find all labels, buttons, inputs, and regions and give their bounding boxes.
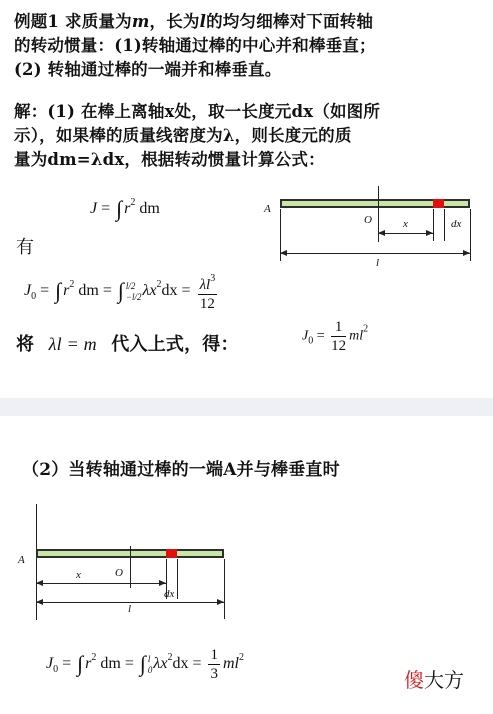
integral-sign: ∫: [77, 651, 84, 677]
center-label: O: [115, 567, 123, 579]
inertia-formula: [90, 196, 160, 222]
watermark-red: 傻: [404, 668, 424, 692]
x-arrow: [378, 233, 433, 234]
length-element: [433, 199, 444, 208]
dx-symbol: dx: [172, 655, 189, 673]
lambda-l: λl: [199, 277, 211, 293]
lambda-l-equals-m: λl = m: [48, 334, 97, 354]
J0-subscript: 0: [308, 335, 314, 347]
center-axis-result: [24, 270, 220, 313]
statement-line2: 的转动惯量：(1)转轴通过棒的中心并和棒垂直；: [14, 36, 376, 55]
one-over-12: [331, 318, 346, 355]
J0-subscript: 0: [31, 291, 37, 303]
solution-text: [14, 100, 484, 172]
center-axis-final: [302, 318, 368, 355]
watermark-black: 大方: [424, 668, 464, 692]
equals-sign: =: [40, 282, 50, 300]
dx-label: dx: [164, 588, 175, 600]
element-right-tick: [177, 559, 178, 599]
x-label: x: [403, 218, 408, 230]
integral-limits: [126, 281, 142, 303]
J-symbol: J: [90, 200, 98, 217]
definite-integral-sign: ∫: [139, 651, 146, 677]
point-A-label: A: [264, 203, 271, 215]
exponent: 2: [167, 652, 173, 664]
equals-sign: =: [316, 328, 325, 344]
lambda-x: λx: [142, 282, 157, 300]
jiang-text: 将: [16, 334, 35, 355]
statement-line1b: ，长为: [149, 12, 200, 31]
definite-integral-sign: ∫: [117, 278, 124, 304]
dm-symbol: dm: [139, 200, 160, 217]
lower-limit: 0: [147, 664, 153, 675]
numerator-1: 1: [331, 318, 346, 337]
dx-label: dx: [451, 218, 462, 230]
panel-separator: [0, 398, 493, 416]
statement-line3: (2) 转轴通过棒的一端并和棒垂直。: [14, 60, 282, 79]
dm-symbol: dm: [100, 655, 121, 673]
example-title: 例题1: [14, 12, 60, 31]
x-label: x: [76, 569, 81, 581]
one-over-3: [208, 646, 220, 683]
center-line: [130, 546, 131, 588]
exponent-3: 3: [210, 273, 216, 284]
equals-sign: =: [102, 282, 112, 300]
exponent: 2: [238, 652, 244, 664]
J0-symbol: J: [302, 328, 309, 344]
r-symbol: r: [124, 200, 131, 217]
statement-line1c: 的均匀细棒对下面转轴: [206, 12, 374, 31]
numerator-1: 1: [210, 647, 218, 663]
denominator-12: 12: [331, 338, 347, 354]
ml-symbol: ml: [222, 655, 239, 673]
l-label: l: [376, 257, 380, 269]
J0-subscript: 0: [53, 664, 59, 676]
statement-line1a: 求质量为: [65, 12, 132, 31]
part2-heading: （2）当转轴通过棒的一端A并与棒垂直时: [22, 460, 340, 480]
integral-limits: [148, 654, 153, 676]
lambda-l3-over-12: [198, 270, 218, 313]
J0-symbol: J: [46, 655, 54, 673]
origin-label: O: [364, 214, 372, 226]
equals-sign: =: [101, 200, 111, 217]
you-text: 有: [16, 237, 35, 258]
length-symbol: l: [199, 12, 207, 31]
exponent: 2: [363, 323, 369, 335]
mass-symbol: m: [131, 12, 150, 31]
end-axis-result: [46, 646, 244, 683]
lower-limit: −l/2: [125, 291, 142, 302]
upper-limit: l: [147, 653, 151, 664]
l-label: l: [128, 603, 132, 615]
exponent: 2: [69, 279, 75, 291]
r-symbol: r: [85, 655, 92, 673]
exponent: 2: [91, 652, 97, 664]
watermark: [404, 664, 464, 693]
length-element: [166, 549, 177, 558]
lambda-x: λx: [153, 655, 168, 673]
dm-symbol: dm: [78, 282, 99, 300]
solution-line2: 示），如果棒的质量线密度为λ，则长度元的质: [14, 126, 352, 145]
exponent: 2: [130, 197, 136, 208]
equals-sign: =: [124, 655, 134, 673]
solution-line3: 量为dm=λdx，根据转动惯量计算公式：: [14, 150, 325, 169]
equals-sign: =: [181, 282, 191, 300]
r-symbol: r: [63, 282, 70, 300]
equals-sign: =: [192, 655, 202, 673]
rod-right-tick: [224, 559, 225, 619]
denominator-3: 3: [210, 666, 218, 682]
point-A-label: A: [18, 554, 25, 566]
substitution-line: [16, 332, 486, 357]
example-statement: [14, 10, 484, 82]
J0-symbol: J: [24, 282, 32, 300]
dx-symbol: dx: [161, 282, 178, 300]
equals-sign: =: [62, 655, 72, 673]
solution-line1: 解：(1) 在棒上离轴x处，取一长度元dx（如图所: [14, 102, 381, 121]
denominator-12: 12: [199, 296, 215, 312]
exponent: 2: [156, 279, 162, 291]
ml-symbol: ml: [349, 328, 364, 344]
upper-limit: l/2: [125, 280, 136, 291]
substitute-text: 代入上式，得：: [111, 334, 239, 355]
x-arrow: [36, 583, 166, 584]
integral-sign: ∫: [55, 278, 62, 304]
integral-sign: ∫: [116, 196, 123, 221]
